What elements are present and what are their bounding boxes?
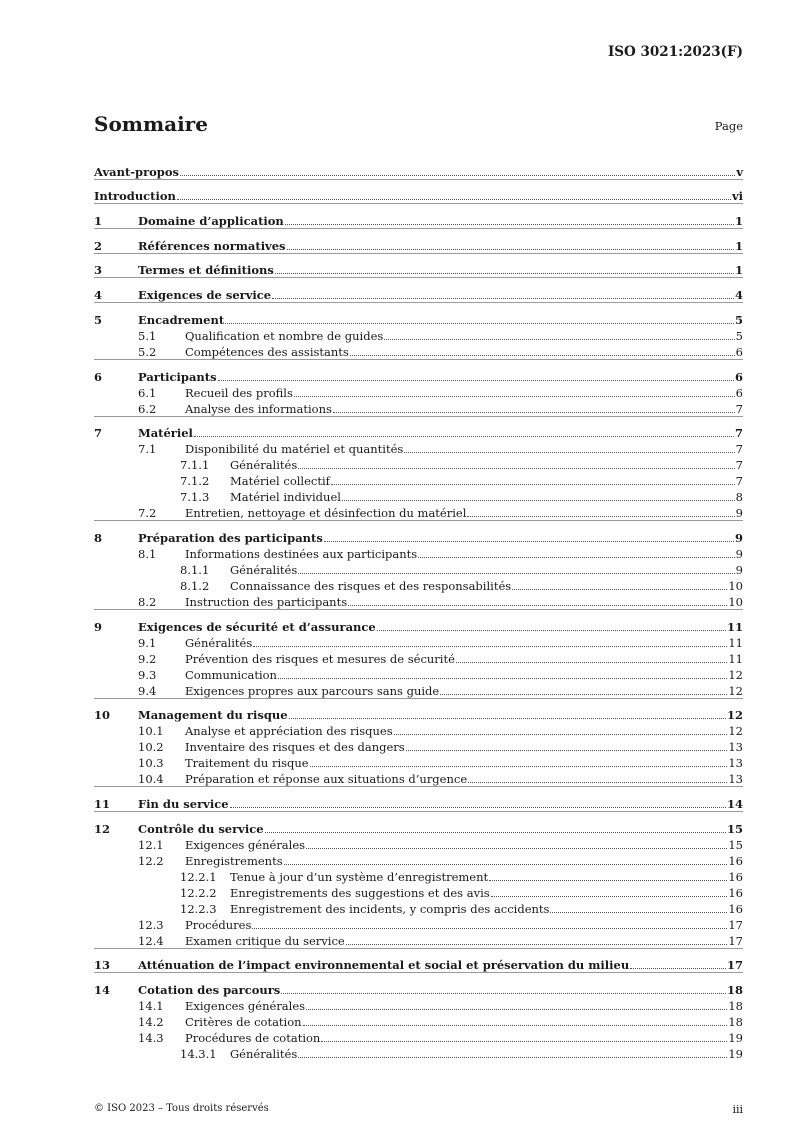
toc-entry[interactable] [94, 400, 743, 416]
toc-entry[interactable] [94, 972, 743, 997]
table-of-contents [94, 155, 743, 1061]
toc-entry-page: 7 [735, 442, 743, 457]
toc-entry-title: Exigences de sécurité et d’assurance [138, 619, 376, 634]
toc-entry-number: 14.2 [138, 1015, 164, 1029]
dot-leader [333, 412, 735, 413]
dot-leader [440, 694, 727, 695]
toc-entry-page: 9 [735, 562, 743, 577]
toc-entry-title: Qualification et nombre de guides [185, 328, 384, 343]
dot-leader [253, 646, 727, 647]
toc-entry[interactable] [94, 228, 743, 253]
toc-entry-number: 10 [94, 708, 111, 723]
toc-entry-title: Enregistrement des incidents, y compris des accidents [230, 901, 550, 916]
toc-entry-title: Participants [138, 369, 217, 384]
dot-leader [284, 864, 728, 865]
toc-entry[interactable] [94, 1029, 743, 1045]
toc-entry-page: 12 [728, 683, 743, 698]
toc-entry-page: 9 [735, 546, 743, 561]
toc-entry-title: Termes et définitions [138, 263, 274, 278]
page-column-label: Page [714, 119, 743, 133]
toc-entry-number: 1 [94, 214, 103, 229]
toc-entry[interactable] [94, 836, 743, 852]
toc-entry[interactable] [94, 609, 743, 634]
toc-entry-number: 12.2.1 [180, 869, 217, 884]
dot-leader [218, 380, 734, 381]
toc-entry-number: 8.1.2 [180, 578, 210, 593]
toc-entry[interactable] [94, 577, 743, 593]
toc-entry[interactable] [94, 698, 743, 723]
toc-entry[interactable] [94, 440, 743, 456]
toc-entry-title: Analyse des informations [185, 401, 332, 416]
toc-entry-title: Généralités [185, 635, 253, 650]
toc-entry-page: 15 [728, 837, 743, 852]
document-id: ISO 3021:2023(F) [607, 44, 743, 60]
toc-entry[interactable] [94, 472, 743, 488]
toc-entry-number: 14.3 [138, 1031, 164, 1045]
dot-leader [272, 298, 734, 299]
toc-entry-number: 7 [94, 426, 103, 441]
toc-entry[interactable] [94, 811, 743, 836]
toc-entry-title: Connaissance des risques et des responsabilités [230, 578, 512, 593]
toc-entry-number: 2 [94, 238, 103, 253]
dot-leader [180, 175, 735, 176]
toc-entry[interactable] [94, 203, 743, 228]
toc-entry-number: 12.3 [138, 917, 164, 932]
title-row [94, 112, 743, 138]
toc-entry-number: 10.2 [138, 740, 164, 755]
toc-entry-page: 6 [735, 344, 743, 359]
toc-entry-page: 12 [726, 708, 743, 723]
toc-entry-number: 7.1.3 [180, 490, 210, 505]
dot-leader [281, 993, 726, 994]
toc-entry-number: 3 [94, 263, 103, 278]
toc-entry-number: 14 [94, 983, 111, 997]
dot-leader [275, 273, 734, 274]
toc-entry[interactable] [94, 1045, 743, 1061]
toc-entry-number: 10.1 [138, 724, 164, 739]
toc-entry-page: 16 [728, 901, 743, 916]
toc-entry[interactable] [94, 545, 743, 561]
toc-entry[interactable] [94, 932, 743, 948]
toc-entry[interactable] [94, 302, 743, 327]
toc-entry-number: 9 [94, 619, 103, 634]
toc-entry-number: 9.2 [138, 651, 157, 666]
toc-entry-number: 4 [94, 288, 103, 303]
dot-leader [230, 807, 726, 808]
toc-entry-page: 16 [728, 869, 743, 884]
page-title: Sommaire [94, 112, 208, 136]
toc-entry-title: Management du risque [138, 708, 288, 723]
toc-entry-number: 5.2 [138, 344, 157, 359]
toc-entry-title: Contrôle du service [138, 821, 264, 836]
toc-entry-title: Préparation et réponse aux situations d’urgence [185, 772, 468, 787]
toc-entry[interactable] [94, 343, 743, 359]
toc-entry-title: Cotation des parcours [138, 983, 281, 997]
toc-entry-number: 9.3 [138, 667, 157, 682]
dot-leader [404, 452, 734, 453]
toc-entry-title: Disponibilité du matériel et quantités [185, 442, 404, 457]
toc-entry-title: Procédures de cotation [185, 1031, 321, 1045]
toc-entry-page: 11 [726, 619, 743, 634]
dot-leader [406, 750, 728, 751]
toc-entry-page: 15 [726, 821, 743, 836]
toc-entry[interactable] [94, 488, 743, 504]
toc-entry-title: Matériel individuel [230, 490, 341, 505]
toc-entry-page: 1 [734, 214, 743, 229]
toc-entry[interactable] [94, 754, 743, 770]
toc-entry-page: 11 [728, 651, 743, 666]
dot-leader [630, 968, 726, 969]
toc-entry-page: 18 [726, 983, 743, 997]
toc-entry-page: 12 [728, 724, 743, 739]
toc-entry-title: Généralités [230, 458, 298, 473]
toc-entry[interactable] [94, 650, 743, 666]
toc-entry-number: 11 [94, 796, 111, 811]
dot-leader [377, 630, 726, 631]
footer-page-number: iii [732, 1103, 743, 1116]
toc-entry-title: Avant-propos [94, 164, 179, 179]
toc-entry-title: Exigences de service [138, 288, 272, 303]
toc-entry-title: Communication [185, 667, 277, 682]
toc-entry-number: 6.2 [138, 401, 157, 416]
dot-leader [324, 541, 734, 542]
toc-entry-title: Critères de cotation [185, 1015, 302, 1029]
dot-leader [225, 323, 734, 324]
toc-entry-title: Exigences propres aux parcours sans guide [185, 683, 440, 698]
toc-entry[interactable] [94, 520, 743, 545]
dot-leader [294, 396, 735, 397]
toc-entry[interactable] [94, 155, 743, 179]
dot-leader [194, 436, 734, 437]
toc-entry-number: 14.1 [138, 999, 164, 1013]
toc-entry-page: 7 [735, 401, 743, 416]
dot-leader [384, 339, 734, 340]
toc-entry-number: 9.4 [138, 683, 157, 698]
toc-entry-page: 8 [735, 490, 743, 505]
toc-entry-title: Fin du service [138, 796, 229, 811]
toc-entry[interactable] [94, 770, 743, 786]
dot-leader [310, 766, 728, 767]
toc-entry[interactable] [94, 900, 743, 916]
toc-entry-number: 12.1 [138, 837, 164, 852]
dot-leader [285, 224, 734, 225]
toc-entry[interactable] [94, 416, 743, 441]
toc-entry-number: 5.1 [138, 328, 157, 343]
toc-entry[interactable] [94, 997, 743, 1013]
toc-entry[interactable] [94, 868, 743, 884]
toc-entry[interactable] [94, 884, 743, 900]
toc-entry-title: Compétences des assistants [185, 344, 349, 359]
toc-entry[interactable] [94, 561, 743, 577]
toc-entry-number: 10.4 [138, 772, 164, 787]
toc-entry-page: 6 [734, 369, 743, 384]
toc-entry-title: Entretien, nettoyage et désinfection du matériel [185, 506, 467, 521]
toc-entry-page: 17 [728, 933, 743, 948]
toc-entry-title: Généralités [230, 1047, 298, 1061]
toc-entry-title: Encadrement [138, 312, 225, 327]
toc-entry-page: 9 [735, 506, 743, 521]
toc-entry-title: Exigences générales [185, 999, 306, 1013]
toc-entry-page: 18 [728, 999, 743, 1013]
toc-entry-page: 12 [728, 667, 743, 682]
toc-entry[interactable] [94, 948, 743, 973]
dot-leader [550, 912, 727, 913]
toc-entry[interactable] [94, 682, 743, 698]
dot-leader [489, 880, 727, 881]
toc-entry-page: 10 [728, 594, 743, 609]
toc-entry[interactable] [94, 722, 743, 738]
toc-entry-page: 6 [735, 385, 743, 400]
toc-entry-number: 13 [94, 958, 111, 973]
toc-entry-number: 7.1.2 [180, 474, 210, 489]
toc-entry[interactable] [94, 456, 743, 472]
toc-entry-number: 12 [94, 821, 111, 836]
toc-entry[interactable] [94, 327, 743, 343]
toc-entry-title: Procédures [185, 917, 252, 932]
toc-entry-page: 7 [735, 458, 743, 473]
toc-entry-title: Analyse et appréciation des risques [185, 724, 393, 739]
toc-entry[interactable] [94, 504, 743, 520]
toc-entry-page: 19 [728, 1047, 743, 1061]
toc-entry-title: Introduction [94, 189, 176, 204]
toc-entry-page: 7 [734, 426, 743, 441]
toc-entry-number: 12.4 [138, 933, 164, 948]
toc-entry[interactable] [94, 786, 743, 811]
toc-entry-number: 8.1.1 [180, 562, 210, 577]
toc-entry-page: 5 [734, 312, 743, 327]
toc-entry-number: 7.1.1 [180, 458, 210, 473]
toc-entry-page: 5 [735, 328, 743, 343]
toc-entry-title: Tenue à jour d’un système d’enregistrement [230, 869, 489, 884]
toc-entry-page: 13 [728, 772, 743, 787]
toc-entry[interactable] [94, 593, 743, 609]
toc-entry[interactable] [94, 277, 743, 302]
toc-entry-number: 6 [94, 369, 103, 384]
toc-entry[interactable] [94, 852, 743, 868]
toc-entry-page: 10 [728, 578, 743, 593]
toc-entry-title: Matériel [138, 426, 193, 441]
toc-entry-title: Recueil des profils [185, 385, 293, 400]
toc-entry-page: vi [731, 189, 743, 204]
toc-entry-page: 1 [734, 238, 743, 253]
toc-entry-title: Matériel collectif [230, 474, 330, 489]
dot-leader [321, 1041, 727, 1042]
copyright-notice: © ISO 2023 – Tous droits réservés [94, 1103, 269, 1114]
toc-entry-title: Références normatives [138, 238, 286, 253]
toc-entry-page: 7 [735, 474, 743, 489]
toc-entry-title: Examen critique du service [185, 933, 345, 948]
toc-entry-number: 6.1 [138, 385, 157, 400]
toc-entry-page: 1 [734, 263, 743, 278]
toc-entry-number: 12.2.3 [180, 901, 217, 916]
dot-leader [342, 500, 735, 501]
dot-leader [346, 944, 728, 945]
toc-entry-page: 17 [726, 958, 743, 973]
dot-leader [252, 928, 727, 929]
toc-entry-title: Instruction des participants [185, 594, 348, 609]
toc-entry-page: 17 [728, 917, 743, 932]
toc-entry-page: 19 [728, 1031, 743, 1045]
toc-entry-title: Enregistrements [185, 853, 283, 868]
toc-entry-title: Inventaire des risques et des dangers [185, 740, 405, 755]
toc-entry-page: 18 [728, 1015, 743, 1029]
toc-entry[interactable] [94, 666, 743, 682]
toc-entry-title: Exigences générales [185, 837, 306, 852]
dot-leader [467, 516, 734, 517]
toc-entry-title: Prévention des risques et mesures de sécurité [185, 651, 455, 666]
toc-entry[interactable] [94, 179, 743, 204]
dot-leader [278, 678, 727, 679]
toc-entry-page: 16 [728, 885, 743, 900]
toc-entry-number: 8.1 [138, 546, 157, 561]
toc-entry[interactable] [94, 253, 743, 278]
toc-entry-page: 4 [734, 288, 743, 303]
dot-leader [177, 199, 731, 200]
toc-entry-title: Traitement du risque [185, 756, 309, 771]
toc-entry-page: 14 [726, 796, 743, 811]
toc-entry[interactable] [94, 359, 743, 384]
toc-entry-page: 16 [728, 853, 743, 868]
toc-entry-number: 8 [94, 530, 103, 545]
toc-entry-title: Atténuation de l’impact environnemental et social et préservation du milieu [138, 958, 630, 973]
dot-leader [394, 734, 728, 735]
toc-entry[interactable] [94, 916, 743, 932]
dot-leader [265, 832, 726, 833]
toc-entry-number: 7.1 [138, 442, 157, 457]
toc-entry[interactable] [94, 634, 743, 650]
dot-leader [468, 782, 727, 783]
toc-entry[interactable] [94, 384, 743, 400]
dot-leader [331, 484, 735, 485]
dot-leader [306, 1009, 727, 1010]
dot-leader [306, 848, 727, 849]
toc-entry-title: Généralités [230, 562, 298, 577]
toc-entry-number: 5 [94, 312, 103, 327]
toc-entry-number: 7.2 [138, 506, 157, 521]
dot-leader [303, 1025, 728, 1026]
toc-entry[interactable] [94, 738, 743, 754]
toc-entry-page: 11 [728, 635, 743, 650]
dot-leader [298, 468, 734, 469]
dot-leader [456, 662, 727, 663]
dot-leader [348, 605, 727, 606]
toc-entry-title: Domaine d’application [138, 214, 284, 229]
dot-leader [287, 249, 734, 250]
toc-entry[interactable] [94, 1013, 743, 1029]
toc-entry-page: 13 [728, 756, 743, 771]
dot-leader [512, 589, 727, 590]
dot-leader [298, 1057, 727, 1058]
dot-leader [289, 718, 726, 719]
toc-entry-title: Informations destinées aux participants [185, 546, 418, 561]
toc-entry-number: 10.3 [138, 756, 164, 771]
toc-entry-number: 9.1 [138, 635, 157, 650]
toc-entry-page: 13 [728, 740, 743, 755]
toc-entry-number: 12.2 [138, 853, 164, 868]
toc-entry-number: 14.3.1 [180, 1047, 217, 1061]
toc-entry-number: 12.2.2 [180, 885, 217, 900]
toc-entry-title: Préparation des participants [138, 530, 323, 545]
toc-entry-page: 9 [734, 530, 743, 545]
dot-leader [350, 355, 735, 356]
dot-leader [491, 896, 728, 897]
toc-entry-number: 8.2 [138, 594, 157, 609]
dot-leader [418, 557, 734, 558]
toc-entry-page: v [736, 164, 743, 179]
dot-leader [298, 573, 734, 574]
toc-entry-title: Enregistrements des suggestions et des avis [230, 885, 490, 900]
